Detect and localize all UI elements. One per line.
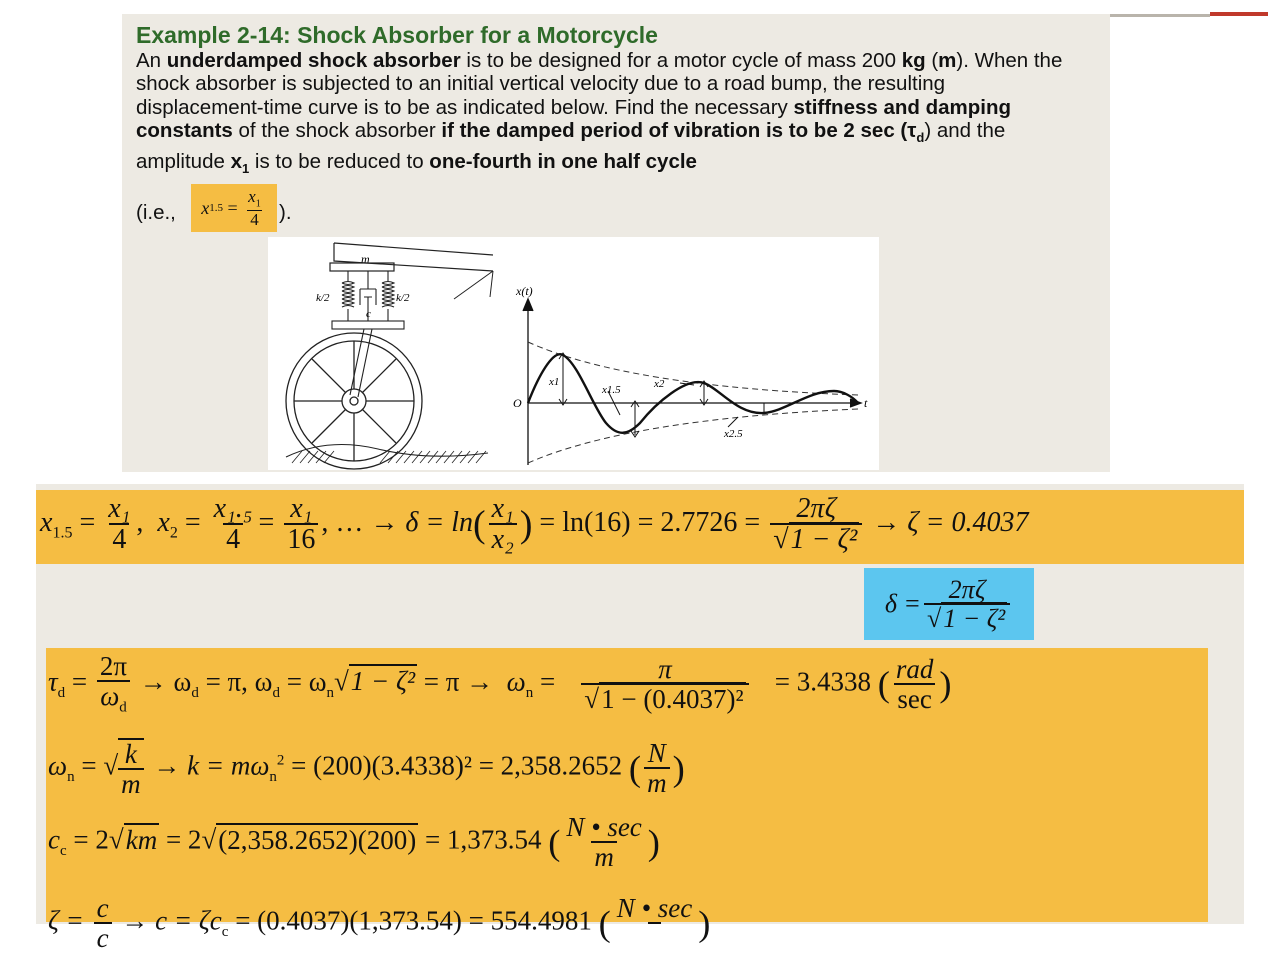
- zeta-line-clip: [46, 880, 1208, 953]
- damper-label: c: [366, 308, 371, 320]
- shock-absorber-figure: [268, 237, 879, 470]
- x15-label: x1.5: [602, 384, 621, 396]
- mass-label: m: [361, 252, 370, 266]
- x2-label: x2: [654, 378, 665, 390]
- ie-highlight: x 1.5 = $\frac{x_1}{4}$: [191, 184, 277, 232]
- example-title: Example 2-14: Shock Absorber for a Motorcycle: [136, 22, 658, 48]
- spring-left-label: k/2: [316, 292, 330, 304]
- delta-formula-box: δ = $\frac{2\pi\zeta}{\text{√1 − ζ²}}$: [864, 568, 1034, 640]
- equation-critical-damping: $c_c = 2√km = 2√(2,358.2652)(200) = 1,373.54$ ( $\frac{N • \sec}{m}$ ): [48, 812, 660, 873]
- equation-tau: $\tau_d$ = $\frac{2\pi}{\omega_d}$ → $\omega_d = \pi$, $\omega_d = \omega_n√1 - \zeta^2 = \pi \to \omega_n$ = $\frac{\pi}{\text{√1 − (0.4037)²}}$ = 3.4338 ( $\frac{\text{rad}}{\sec}$ ): [48, 651, 952, 716]
- spring-right-label: k/2: [396, 292, 410, 304]
- equation-damping-constant: ζ = $\frac{c}{c}$ → $c = \zeta c_c = (0.4037)(1,373.54) = 554.4981$ ( N • sec ): [48, 893, 711, 953]
- ie-close: ).: [279, 201, 292, 224]
- x25-label: x2.5: [724, 428, 743, 440]
- equation-line-1: $x_{1.5}$ = $\frac{\text{x₁}}{4}$ , $x_2$ = $\frac{\text{x₁.₅}}{4}$ = $\frac{\text{x₁}}{16}$ , … → δ = ln( $\frac{\text{x₁}}{\text{x₂}}$ ) = ln(16) = 2.7726 = $\frac{2\pi\zeta}{\text{√1 − ζ²}}$ → ζ = 0.4037: [40, 493, 1029, 556]
- y-axis-label: x(t): [516, 284, 533, 298]
- problem-statement: An underdamped shock absorber is to be designed for a motor cycle of mass 200 kg (m). When the shock absorber is subjected to an initial vertical velocity due to a road bump, the resulting displacement-time curve is to be as indicated below. Find the necessary stiffness and damping constants of the shock absorber if the damped period of vibration is to be 2 $\sec (\tau_d)$ and the amplitude $x_1$ is to be reduced to one-fourth in one half cycle: [136, 49, 1063, 176]
- t-axis-label: t: [864, 396, 868, 410]
- origin-label: O: [513, 396, 522, 410]
- top-right-rule: [1110, 14, 1210, 17]
- equation-omega-n: $\omega_n$ = √ $\frac{k}{m}$ → $k = m\omega_n^2 = (200)(3.4338)^2 = 2,358.2652$ ( $\frac{N}{m}$ ): [48, 738, 685, 800]
- ie-label: (i.e.,: [136, 201, 176, 224]
- top-right-accent: [1210, 12, 1268, 16]
- x1-label: x1: [549, 376, 560, 388]
